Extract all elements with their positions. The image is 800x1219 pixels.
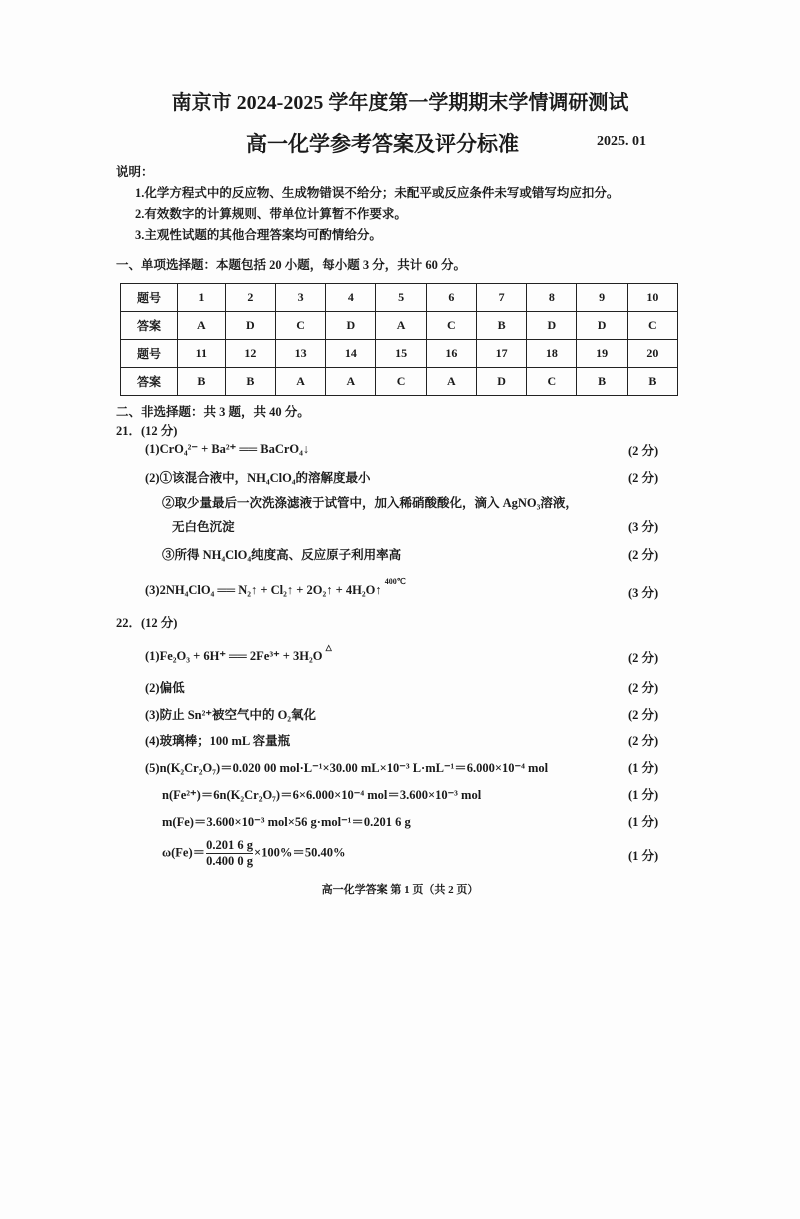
score-label: (2 分) xyxy=(628,548,659,562)
section2-heading: 二、非选择题：共 3 题，共 40 分。 xyxy=(116,405,310,419)
table-cell: 18 xyxy=(527,340,577,368)
score-label: (1 分) xyxy=(628,849,659,863)
score-label: (2 分) xyxy=(628,734,659,748)
table-cell: C xyxy=(627,312,677,340)
table-cell: C xyxy=(275,312,325,340)
answer-text: (1)Fe₂O₃ + 6H⁺ ══ 2Fe³⁺ + 3H₂O xyxy=(145,649,323,663)
table-cell: B xyxy=(225,368,275,396)
table-cell: 8 xyxy=(527,284,577,312)
table-cell: 4 xyxy=(326,284,376,312)
answer-line xyxy=(162,838,346,869)
table-cell: 9 xyxy=(577,284,627,312)
table-cell: 13 xyxy=(275,340,325,368)
answer-line xyxy=(145,705,316,723)
q22-title: 22．(12 分) xyxy=(116,616,178,630)
document-date: 2025. 01 xyxy=(597,134,646,149)
table-cell: B xyxy=(178,368,226,396)
table-cell: 15 xyxy=(376,340,426,368)
score-label: (1 分) xyxy=(628,788,659,802)
answer-text: (3)2NH₄ClO₄ ══ N₂↑ + Cl₂↑ + 2O₂↑ + 4H₂O↑ xyxy=(145,583,382,597)
table-cell: C xyxy=(426,312,476,340)
table-cell: 11 xyxy=(178,340,226,368)
answer-text: m(Fe)＝3.600×10⁻³ mol×56 g·mol⁻¹＝0.201 6 g xyxy=(162,815,411,829)
table-cell: 17 xyxy=(476,340,526,368)
answer-table xyxy=(120,283,678,396)
table-row xyxy=(121,340,678,368)
table-cell: 5 xyxy=(376,284,426,312)
reaction-condition: △ xyxy=(325,643,332,652)
table-cell: B xyxy=(476,312,526,340)
answer-line xyxy=(145,678,185,696)
table-cell: C xyxy=(527,368,577,396)
score-label: (1 分) xyxy=(628,761,659,775)
numerator: 0.201 6 g xyxy=(206,838,254,852)
reaction-condition: 400℃ xyxy=(384,577,406,586)
answer-text: 无白色沉淀 xyxy=(172,520,235,534)
answer-line xyxy=(172,517,235,535)
table-cell: A xyxy=(275,368,325,396)
note-item: 3.主观性试题的其他合理答案均可酌情给分。 xyxy=(135,228,382,242)
table-cell: D xyxy=(225,312,275,340)
table-cell: C xyxy=(376,368,426,396)
answer-line xyxy=(162,785,481,803)
row-label: 题号 xyxy=(121,340,178,368)
table-row xyxy=(121,368,678,396)
table-cell: 19 xyxy=(577,340,627,368)
table-cell: 7 xyxy=(476,284,526,312)
note-item: 1.化学方程式中的反应物、生成物错误不给分；未配平或反应条件未写或错写均应扣分。 xyxy=(135,186,620,200)
table-cell: A xyxy=(326,368,376,396)
table-cell: A xyxy=(178,312,226,340)
table-cell: B xyxy=(627,368,677,396)
answer-text: (2)偏低 xyxy=(145,681,185,695)
score-label: (2 分) xyxy=(628,651,659,665)
table-row xyxy=(121,284,678,312)
note-item: 2.有效数字的计算规则、带单位计算暂不作要求。 xyxy=(135,207,407,221)
answer-text: (4)玻璃棒；100 mL 容量瓶 xyxy=(145,734,291,748)
table-cell: 3 xyxy=(275,284,325,312)
score-label: (2 分) xyxy=(628,681,659,695)
answer-line xyxy=(145,468,371,486)
answer-line xyxy=(162,545,401,563)
answer-text: (3)防止 Sn²⁺被空气中的 O₂氧化 xyxy=(145,708,317,722)
answer-line xyxy=(162,812,411,830)
table-cell: 10 xyxy=(627,284,677,312)
score-label: (2 分) xyxy=(628,708,659,722)
answer-line xyxy=(145,643,332,664)
answer-text: ②取少量最后一次洗涤滤液于试管中，加入稀硝酸酸化，滴入 AgNO₃溶液， xyxy=(162,496,578,510)
answer-text: (2)①该混合液中，NH₄ClO₄的溶解度最小 xyxy=(145,471,371,485)
table-cell: D xyxy=(527,312,577,340)
answer-line xyxy=(162,493,578,511)
answer-line xyxy=(145,758,548,776)
table-cell: D xyxy=(326,312,376,340)
score-label: (2 分) xyxy=(628,444,659,458)
notes-label: 说明： xyxy=(116,165,154,179)
score-label: (3 分) xyxy=(628,520,659,534)
answer-suffix: ×100%＝50.40% xyxy=(254,845,346,860)
row-label: 题号 xyxy=(121,284,178,312)
table-cell: 14 xyxy=(326,340,376,368)
table-cell: 16 xyxy=(426,340,476,368)
table-cell: D xyxy=(476,368,526,396)
answer-line xyxy=(145,441,309,457)
table-cell: A xyxy=(376,312,426,340)
document-subtitle: 高一化学参考答案及评分标准 xyxy=(246,132,519,156)
table-cell: 1 xyxy=(178,284,226,312)
answer-line xyxy=(145,731,290,749)
section1-heading: 一、单项选择题：本题包括 20 小题，每小题 3 分，共计 60 分。 xyxy=(116,258,467,272)
answer-text: n(Fe²⁺)＝6n(K₂Cr₂O₇)＝6×6.000×10⁻⁴ mol＝3.600×10⁻³ mol xyxy=(162,788,482,802)
score-label: (2 分) xyxy=(628,471,659,485)
table-cell: 2 xyxy=(225,284,275,312)
answer-text: ③所得 NH₄ClO₄纯度高、反应原子利用率高 xyxy=(162,548,402,562)
score-label: (1 分) xyxy=(628,815,659,829)
table-cell: D xyxy=(577,312,627,340)
fraction xyxy=(206,838,253,869)
table-cell: 12 xyxy=(225,340,275,368)
table-cell: 6 xyxy=(426,284,476,312)
answer-prefix: ω(Fe)＝ xyxy=(162,845,206,860)
table-row xyxy=(121,312,678,340)
row-label: 答案 xyxy=(121,368,178,396)
page-footer: 高一化学答案 第 1 页（共 2 页） xyxy=(321,884,479,896)
answer-line xyxy=(145,577,406,598)
score-label: (3 分) xyxy=(628,586,659,600)
table-cell: A xyxy=(426,368,476,396)
table-cell: B xyxy=(577,368,627,396)
q21-title: 21．(12 分) xyxy=(116,424,178,438)
table-cell: 20 xyxy=(627,340,677,368)
answer-text: (1)CrO₄²⁻ + Ba²⁺ ══ BaCrO₄↓ xyxy=(145,442,310,456)
document-title: 南京市 2024-2025 学年度第一学期期末学情调研测试 xyxy=(171,92,629,114)
denominator: 0.400 0 g xyxy=(206,854,254,868)
answer-text: (5)n(K₂Cr₂O₇)＝0.020 00 mol·L⁻¹×30.00 mL×10⁻³ L·mL⁻¹＝6.000×10⁻⁴ mol xyxy=(145,761,549,775)
row-label: 答案 xyxy=(121,312,178,340)
